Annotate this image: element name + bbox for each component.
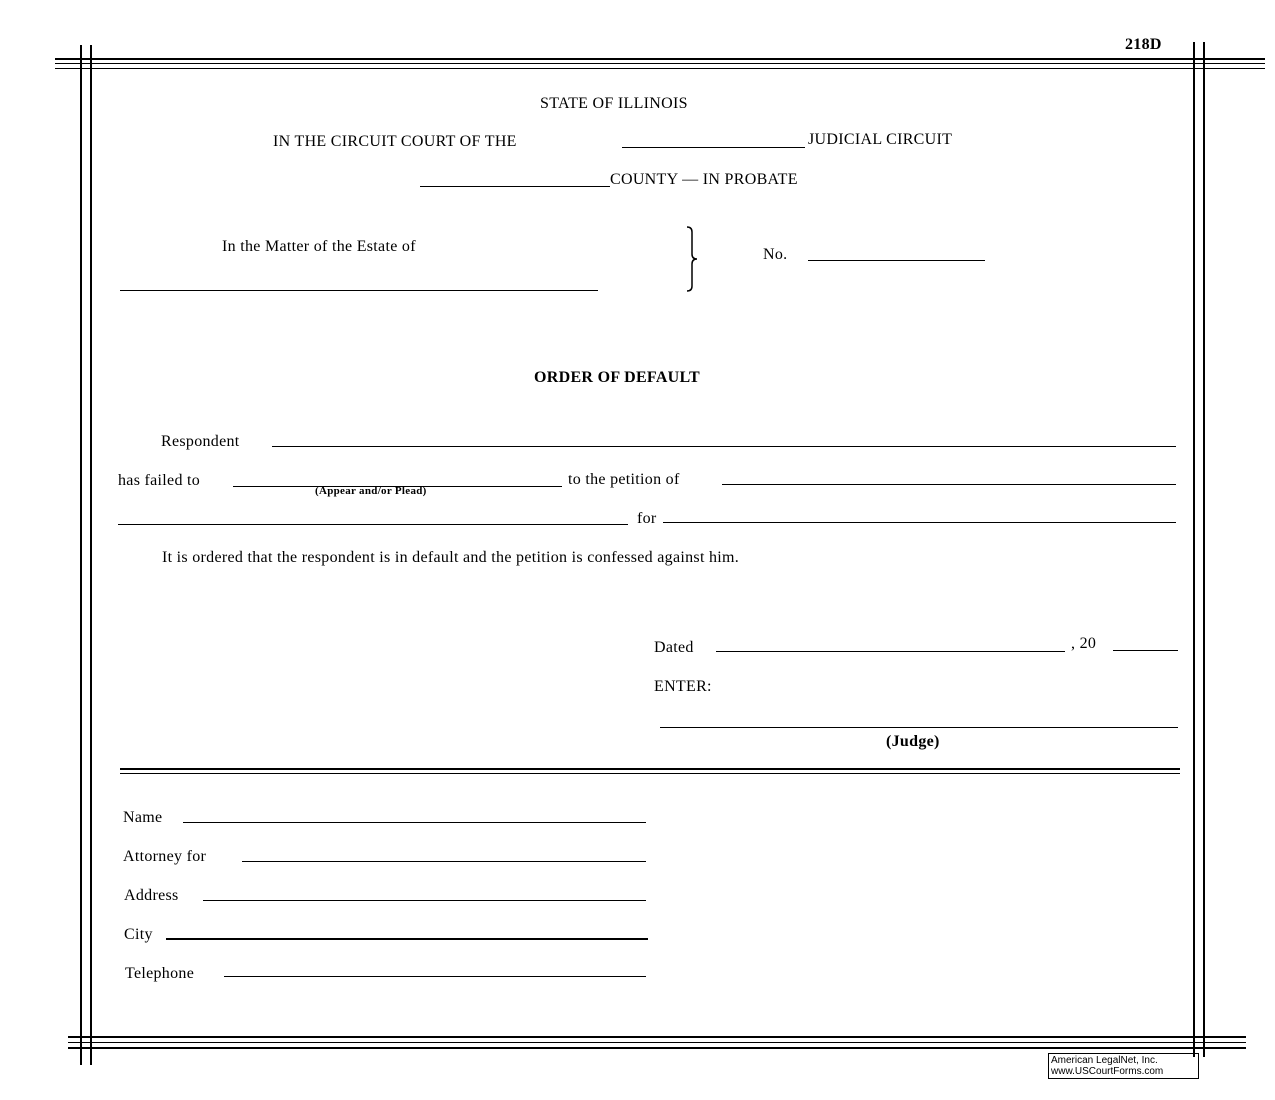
petitioner-blank[interactable] [722, 484, 1176, 485]
year-prefix: , 20 [1071, 635, 1097, 652]
for-blank[interactable] [663, 522, 1176, 523]
judge-signature-line[interactable] [660, 727, 1178, 728]
estate-name-blank[interactable] [120, 290, 598, 291]
case-no-label: No. [763, 246, 788, 263]
border-bottom-line [68, 1042, 1246, 1043]
for-label: for [637, 510, 657, 527]
name-label: Name [123, 809, 163, 826]
publisher-watermark [1048, 1053, 1199, 1079]
enter-label: ENTER: [654, 678, 712, 695]
date-blank[interactable] [716, 651, 1065, 652]
watermark-line2: www.USCourtForms.com [1051, 1066, 1164, 1077]
telephone-label: Telephone [125, 965, 195, 982]
section-divider [120, 773, 1180, 774]
failed-label: has failed to [118, 472, 201, 489]
border-top-line [55, 63, 1265, 64]
attorney-for-blank[interactable] [242, 861, 646, 862]
case-no-blank[interactable] [808, 260, 985, 261]
petition-continued-blank[interactable] [118, 524, 628, 525]
order-text: It is ordered that the respondent is in default and the petition is confessed against him. [162, 549, 740, 566]
judge-label: (Judge) [886, 733, 940, 750]
name-blank[interactable] [183, 822, 646, 823]
respondent-blank[interactable] [272, 446, 1176, 447]
court-prefix: IN THE CIRCUIT COURT OF THE [273, 133, 517, 150]
address-label: Address [124, 887, 179, 904]
border-right-line [1203, 42, 1205, 1057]
dated-label: Dated [654, 639, 694, 656]
form-title: ORDER OF DEFAULT [534, 369, 701, 386]
section-divider [120, 768, 1180, 770]
border-left-line [80, 45, 82, 1065]
petition-label: to the petition of [568, 471, 680, 488]
brace-icon [684, 226, 700, 292]
watermark-line1: American LegalNet, Inc. [1051, 1055, 1158, 1066]
border-bottom-line [68, 1036, 1246, 1038]
border-top-line [55, 58, 1265, 60]
telephone-blank[interactable] [224, 976, 646, 977]
state-heading: STATE OF ILLINOIS [540, 95, 688, 112]
circuit-blank[interactable] [622, 147, 805, 148]
respondent-label: Respondent [161, 433, 240, 450]
appear-plead-hint: (Appear and/or Plead) [315, 485, 427, 497]
court-suffix: JUDICIAL CIRCUIT [808, 131, 953, 148]
border-top-line [55, 68, 1265, 69]
year-blank[interactable] [1113, 650, 1178, 651]
city-blank[interactable] [166, 938, 648, 940]
form-number: 218D [1125, 36, 1162, 53]
county-blank[interactable] [420, 186, 610, 187]
matter-label: In the Matter of the Estate of [222, 238, 416, 255]
attorney-for-label: Attorney for [123, 848, 207, 865]
address-blank[interactable] [203, 900, 646, 901]
city-label: City [124, 926, 153, 943]
border-left-line [90, 45, 92, 1065]
county-suffix: COUNTY — IN PROBATE [610, 171, 798, 188]
border-bottom-line [68, 1047, 1246, 1049]
border-right-line [1193, 42, 1195, 1057]
